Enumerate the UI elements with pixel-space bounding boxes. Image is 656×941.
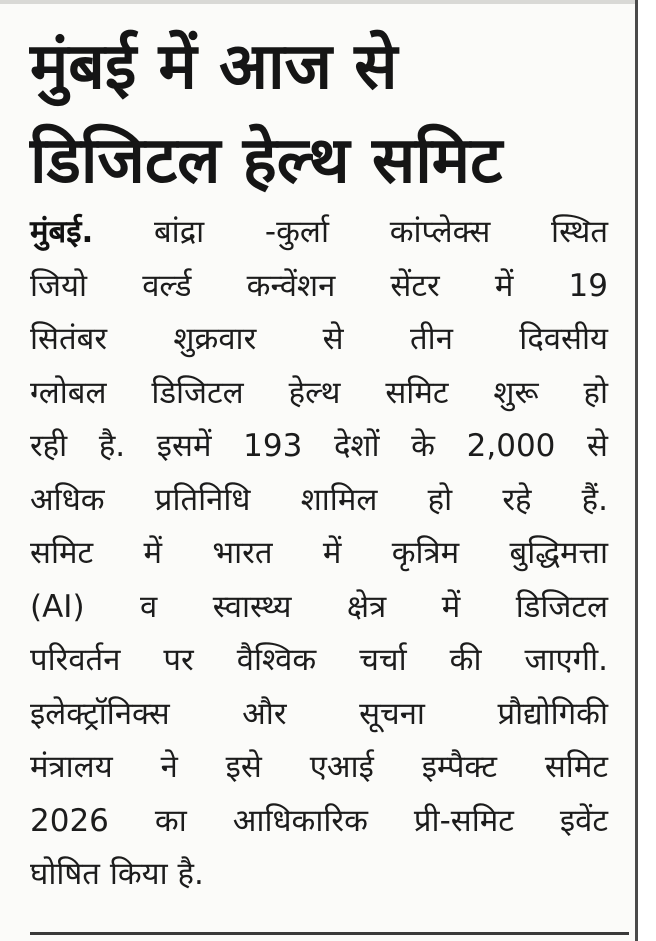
body-line-10: इलेक्ट्रॉनिक्स और सूचना प्रौद्योगिकी	[30, 695, 608, 732]
top-border	[0, 0, 635, 4]
body-line-5: रही है. इसमें 193 देशों के 2,000 से	[30, 428, 608, 464]
headline-line-1: मुंबई में आज से	[30, 30, 398, 104]
body-line-7: समिट में भारत में कृत्रिम बुद्धिमत्ता	[30, 535, 608, 571]
bottom-border	[30, 932, 629, 935]
body-line-2: जियो वर्ल्ड कन्वेंशन सेंटर में 19	[30, 267, 608, 304]
headline	[30, 20, 620, 208]
body-line-8: (AI) व स्वास्थ्य क्षेत्र में डिजिटल	[30, 588, 608, 625]
body-line-9: परिवर्तन पर वैश्विक चर्चा की जाएगी.	[30, 642, 608, 678]
dateline: मुंबई.	[30, 214, 94, 250]
headline-line-2: डिजिटल हेल्थ समिट	[30, 124, 503, 198]
body-line-13: घोषित किया है.	[30, 856, 204, 892]
body-line-1	[30, 206, 608, 260]
body-line-3: सितंबर शुक्रवार से तीन दिवसीय	[30, 321, 608, 357]
body-line-11: मंत्रालय ने इसे एआई इम्पैक्ट समिट	[30, 749, 608, 785]
body-line-6: अधिक प्रतिनिधि शामिल हो रहे हैं.	[30, 481, 608, 518]
body-line-4: ग्लोबल डिजिटल हेल्थ समिट शुरू हो	[30, 374, 608, 411]
article-body	[30, 206, 608, 902]
first-line-text: बांद्रा -कुर्ला कांप्लेक्स स्थित	[93, 214, 608, 250]
body-line-12: 2026 का आधिकारिक प्री-समिट इवेंट	[30, 802, 608, 839]
